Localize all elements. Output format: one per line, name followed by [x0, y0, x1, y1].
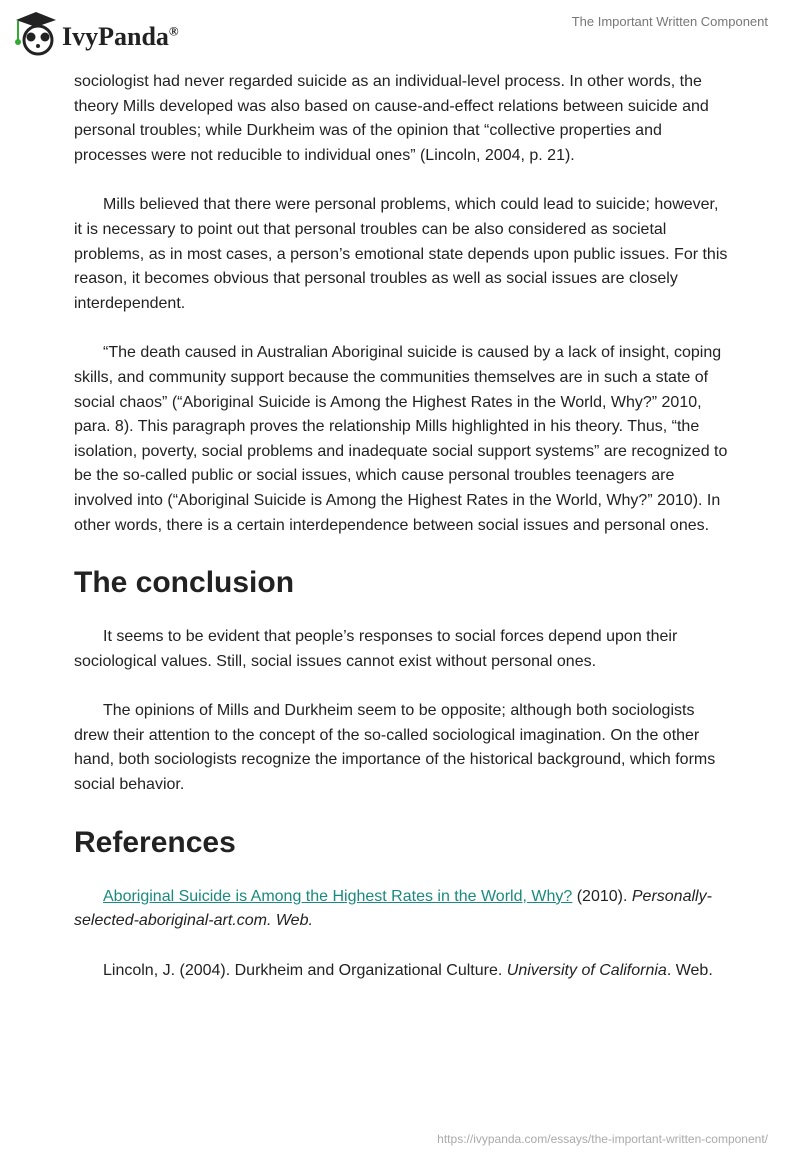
registered-mark: ®	[168, 23, 179, 39]
paragraph: The opinions of Mills and Durkheim seem to be opposite; although both sociologists drew their attention to the concept of the so-called sociological imagination. On the other hand, both sociologists recognize the importance of the historical background, which forms social behavior.	[74, 702, 716, 794]
header	[0, 0, 800, 70]
paragraph: “The death caused in Australian Aboriginal suicide is caused by a lack of insight, coping skills, and community support because the communities themselves are in such a state of social chaos” (“Aboriginal Suicide is Among the Highest Rates in the World, Why?” 2010, para. 8). This paragraph proves the relationship Mills highlighted in his theory. Thus, “the isolation, poverty, social problems and inadequate social support systems” are recognized to be the so-called public or social issues, which cause personal troubles teenagers are involved into (“Aboriginal Suicide is Among the Highest Rates in the World, Why?” 2010). In other words, there is a certain interdependence between social issues and personal ones.	[74, 344, 728, 534]
reference-source: Personally-selected-aboriginal-art.com. Web.	[74, 887, 712, 930]
section-heading-conclusion: The conclusion	[74, 566, 295, 600]
section-heading-references: References	[74, 825, 236, 859]
panda-logo-icon	[12, 8, 58, 56]
reference-year: (2010).	[572, 887, 632, 905]
essay-content	[74, 70, 730, 1008]
reference-link[interactable]: Aboriginal Suicide is Among the Highest Rates in the World, Why?	[103, 887, 573, 905]
paragraph: sociologist had never regarded suicide as an individual-level process. In other words, the theory Mills developed was also based on cause-and-effect relations between suicide and personal troubles; while Durkheim was of the opinion that “collective properties and processes were not reducible to individual ones” (Lincoln, 2004, p. 21).	[74, 73, 709, 164]
brand-name: IvyPanda	[62, 22, 169, 51]
document-title: The Important Written Component	[571, 14, 768, 29]
logo[interactable]	[12, 8, 179, 56]
paragraph: Mills believed that there were personal problems, which could lead to suicide; however, it is necessary to point out that personal troubles can be also considered as societal problems, as in most cases, a person’s emotional state depends upon public issues. For this reason, it becomes obvious that personal troubles as well as social issues are closely interdependent.	[74, 196, 728, 312]
reference-text: Lincoln, J. (2004). Durkheim and Organizational Culture.	[103, 961, 507, 979]
reference-suffix: . Web.	[666, 961, 713, 979]
reference-item	[74, 885, 730, 934]
footer-url: https://ivypanda.com/essays/the-important-written-component/	[437, 1132, 768, 1146]
paragraph: It seems to be evident that people’s responses to social forces depend upon their sociological values. Still, social issues cannot exist without personal ones.	[74, 628, 678, 670]
reference-source: University of California	[506, 961, 667, 979]
reference-item	[74, 959, 730, 984]
